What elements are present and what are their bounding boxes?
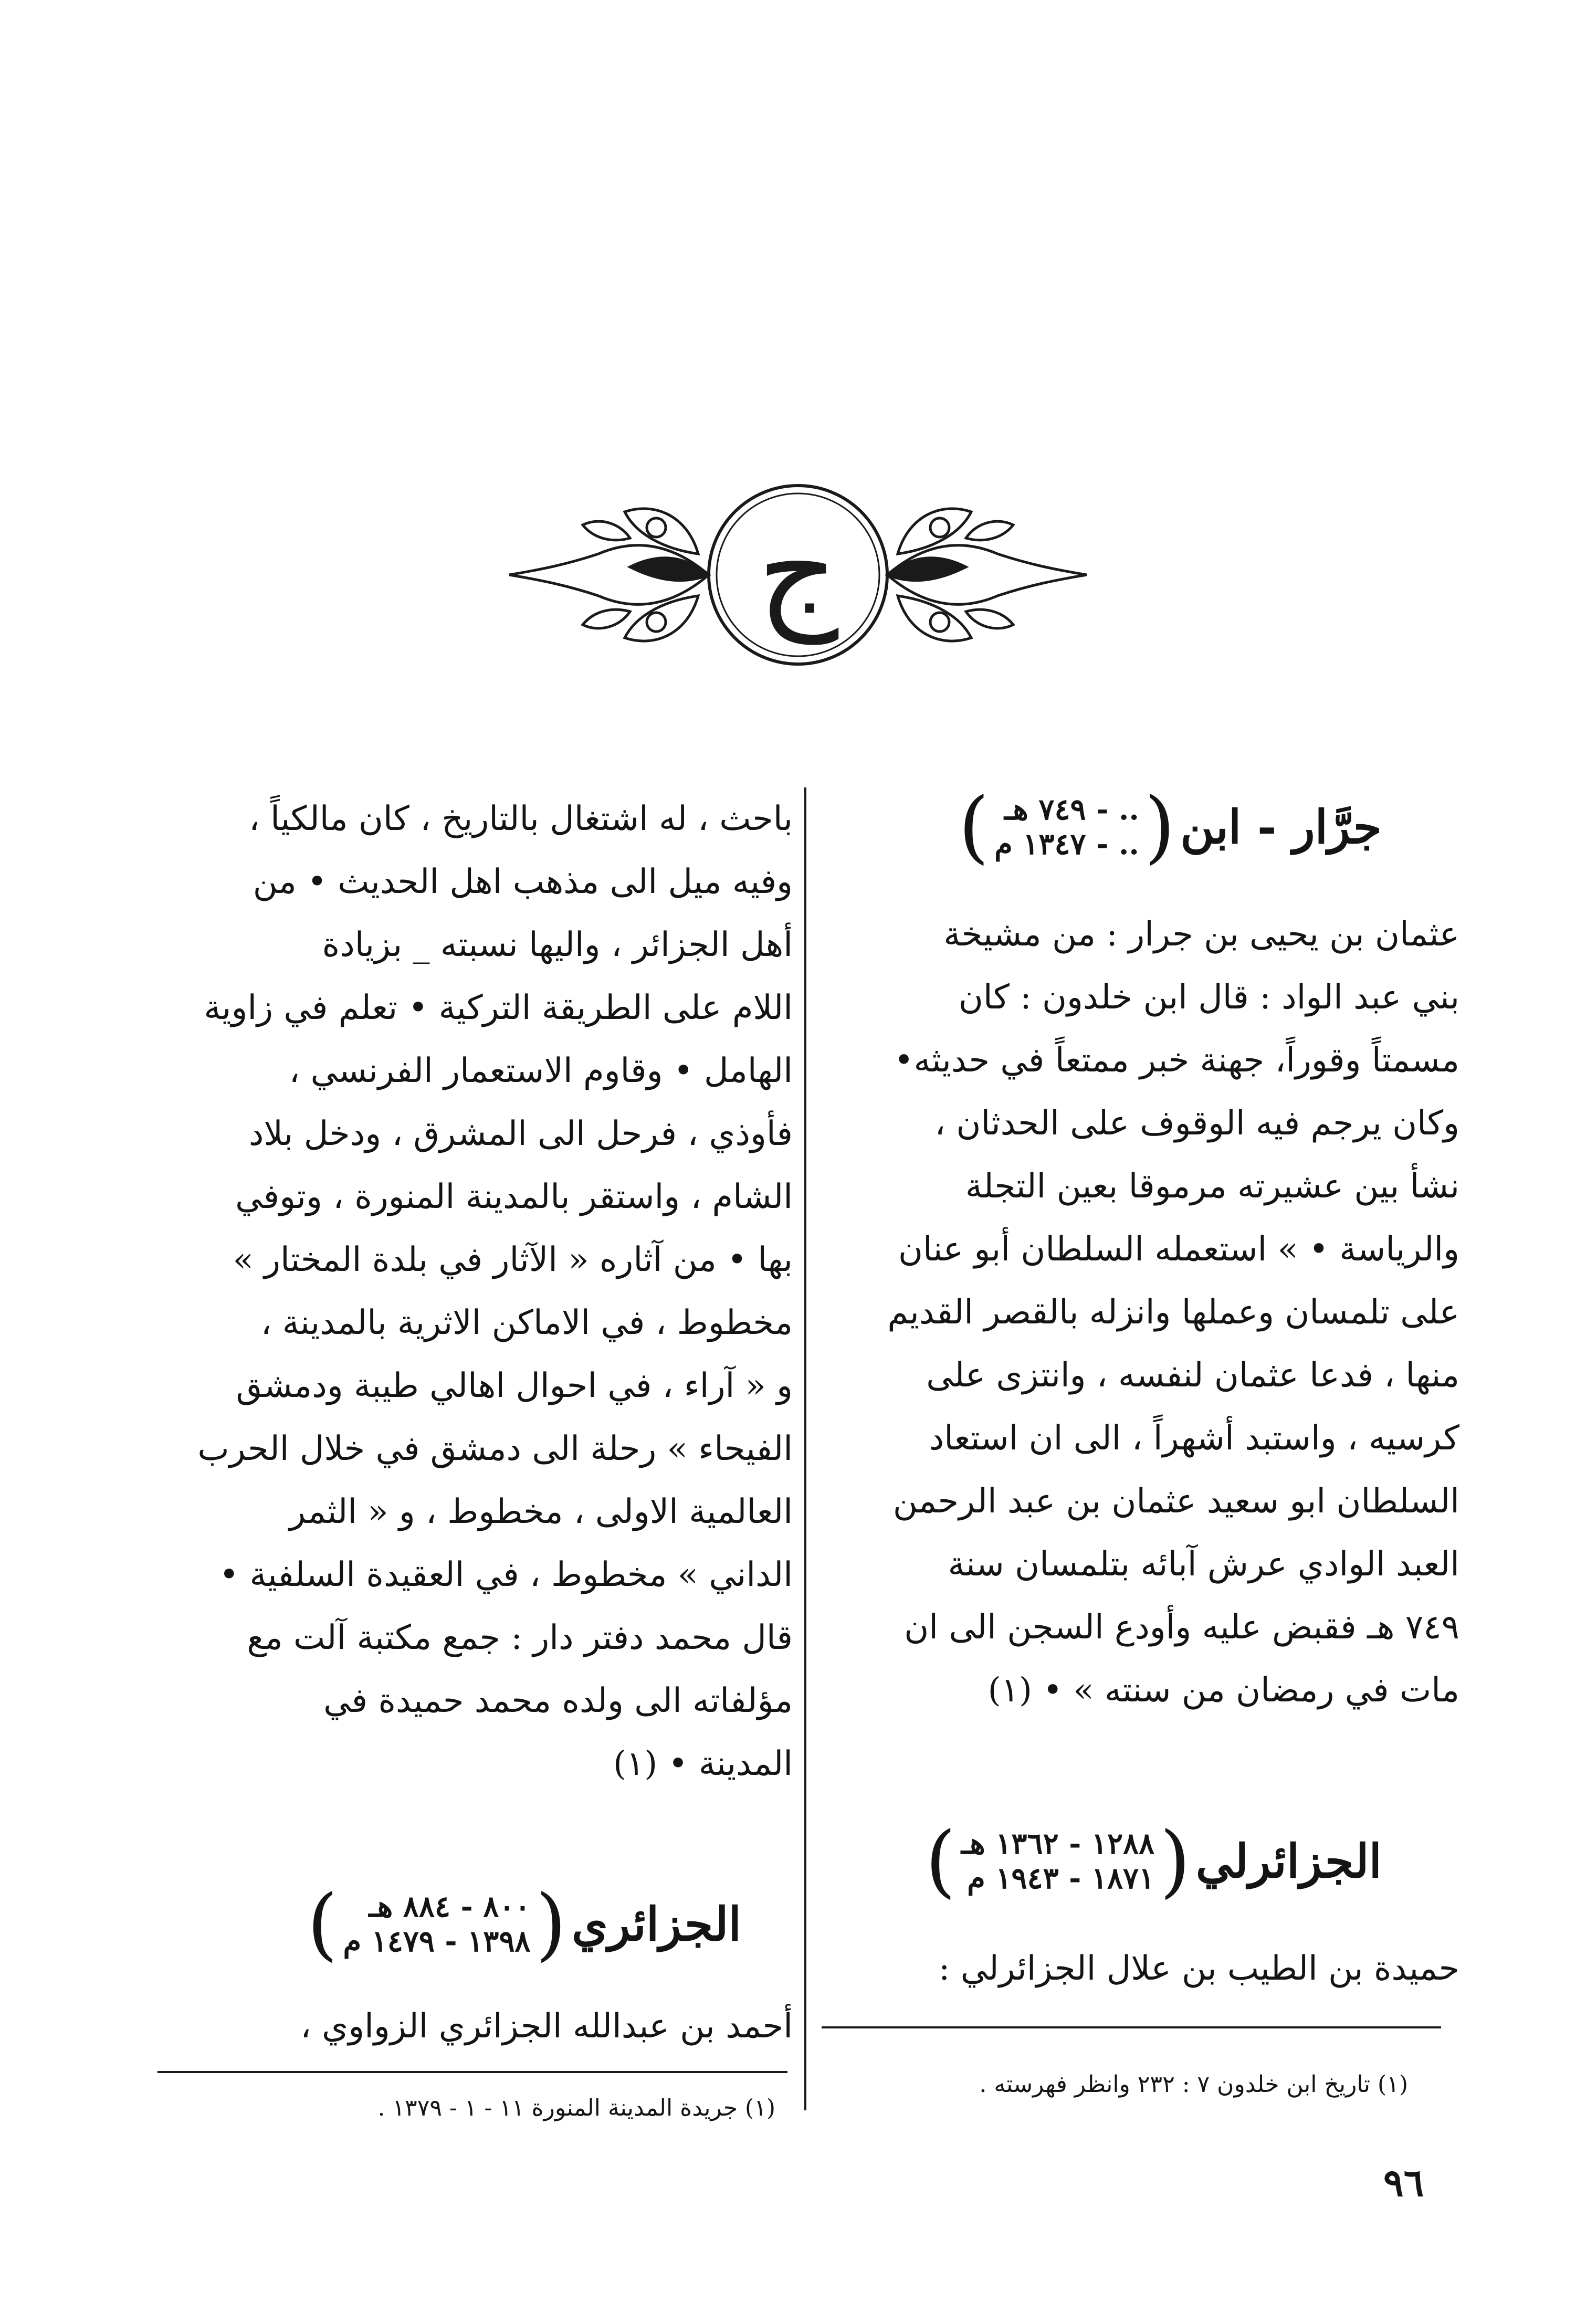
- text-line: اللام على الطريقة التركية • تعلم في زاوية: [204, 989, 793, 1027]
- paren-open: (: [535, 1878, 566, 1970]
- text-line: وكان يرجم فيه الوقوف على الحدثان ،: [934, 1104, 1459, 1143]
- text-line: بني عبد الواد : قال ابن خلدون : كان: [958, 978, 1459, 1017]
- entry-name: جرَّار - ابن: [1180, 800, 1382, 854]
- text-line: الشام ، واستقر بالمدينة المنورة ، وتوفي: [235, 1177, 793, 1216]
- text-line: بها • من آثاره « الآثار في بلدة المختار »: [233, 1240, 793, 1279]
- column-divider: [804, 787, 806, 2110]
- dates-gregorian: ١٣٩٨ - ١٤٧٩ م: [343, 1924, 531, 1959]
- paren-close: ): [925, 1815, 956, 1907]
- footnote-rule: [157, 2071, 787, 2073]
- entry-heading-jarrar: [953, 781, 1382, 872]
- text-line: العبد الوادي عرش آبائه بتلمسان سنة: [948, 1545, 1459, 1584]
- text-line: الهامل • وقاوم الاستعمار الفرنسي ،: [289, 1051, 793, 1090]
- text-line: مؤلفاته الى ولده محمد حميدة في: [323, 1681, 793, 1720]
- ornament-header: [499, 475, 1097, 675]
- dates-hijri: ١٢٨٨ - ١٣٦٢ هـ: [961, 1826, 1155, 1861]
- text-line: و « آراء ، في احوال اهالي طيبة ودمشق: [236, 1366, 793, 1405]
- text-line: السلطان ابو سعيد عثمان بن عبد الرحمن: [892, 1482, 1459, 1521]
- dates-hijri: .. - ٧٤٩ هـ: [1004, 792, 1139, 827]
- footnote-right: (١) تاريخ ابن خلدون ٧ : ٢٣٢ وانظر فهرسته .: [979, 2071, 1408, 2098]
- text-line: كرسيه ، واستبد أشهراً ، الى ان استعاد: [929, 1419, 1459, 1458]
- entry-dates: [343, 1889, 530, 1959]
- entry-body-jazairli-continued: [150, 787, 793, 1795]
- text-line: عثمان بن يحيى بن جرار : من مشيخة: [943, 915, 1459, 954]
- text-line: أحمد بن عبدالله الجزائري الزواوي ،: [300, 2007, 793, 2046]
- ornament-vignette: [499, 475, 1097, 675]
- text-line: أهل الجزائر ، واليها نسبته _ بزيادة: [322, 926, 793, 964]
- paren-close: ): [307, 1878, 338, 1970]
- text-line: نشأ بين عشيرته مرموقا بعين التجلة: [965, 1167, 1459, 1206]
- entry-body-jazairi: [150, 1995, 793, 2058]
- text-line: وفيه ميل الى مذهب اهل الحديث • من: [253, 863, 793, 901]
- paren-close: ): [958, 781, 990, 872]
- dates-hijri: ٨٠٠ - ٨٨٤ هـ: [369, 1889, 531, 1924]
- text-line: المدينة • (١): [613, 1744, 793, 1783]
- text-line: الفيحاء » رحلة الى دمشق في خلال الحرب: [197, 1429, 793, 1468]
- dates-gregorian: .. - ١٣٤٧ م: [994, 827, 1139, 861]
- text-line: العالمية الاولى ، مخطوط ، و « الثمر: [289, 1492, 793, 1531]
- text-line: مسمتاً وقوراً، جهنة خبر ممتعاً في حديثه•: [894, 1041, 1459, 1080]
- text-line: منها ، فدعا عثمان لنفسه ، وانتزى على: [926, 1356, 1459, 1395]
- text-line: حميدة بن الطيب بن علال الجزائرلي :: [938, 1949, 1459, 1988]
- footnote-rule: [822, 2026, 1441, 2028]
- entry-heading-jazairli: [920, 1815, 1382, 1907]
- ornament-letter: ج: [757, 497, 839, 644]
- entry-name: الجزائري: [572, 1897, 741, 1951]
- text-line: مات في رمضان من سنته » • (١): [987, 1671, 1459, 1710]
- text-line: فأوذي ، فرحل الى المشرق ، ودخل بلاد: [248, 1114, 793, 1153]
- entry-name: الجزائرلي: [1195, 1834, 1382, 1888]
- text-line: مخطوط ، في الاماكن الاثرية بالمدينة ،: [260, 1303, 793, 1342]
- text-line: والرياسة • » استعمله السلطان أبو عنان: [898, 1230, 1459, 1269]
- entry-dates: [961, 1826, 1154, 1896]
- paren-open: (: [1160, 1815, 1191, 1907]
- footnote-left: (١) جريدة المدينة المنورة ١١ - ١ - ١٣٧٩ .: [377, 2095, 775, 2121]
- text-line: ٧٤٩ هـ فقبض عليه وأودع السجن الى ان: [904, 1608, 1459, 1647]
- entry-heading-jazairi: [302, 1878, 741, 1970]
- entry-body-jarrar: [816, 903, 1459, 1722]
- page-number: ٩٦: [1383, 2160, 1424, 2205]
- entry-body-jazairli: [816, 1937, 1459, 2000]
- paren-open: (: [1144, 781, 1175, 872]
- text-line: على تلمسان وعملها وانزله بالقصر القديم: [887, 1293, 1459, 1332]
- text-line: باحث ، له اشتغال بالتاريخ ، كان مالكياً ،: [249, 800, 793, 838]
- text-line: الداني » مخطوط ، في العقيدة السلفية •: [219, 1555, 793, 1594]
- dates-gregorian: ١٨٧١ - ١٩٤٣ م: [967, 1861, 1155, 1896]
- entry-dates: [994, 792, 1139, 861]
- text-line: قال محمد دفتر دار : جمع مكتبة آلت مع: [247, 1618, 793, 1657]
